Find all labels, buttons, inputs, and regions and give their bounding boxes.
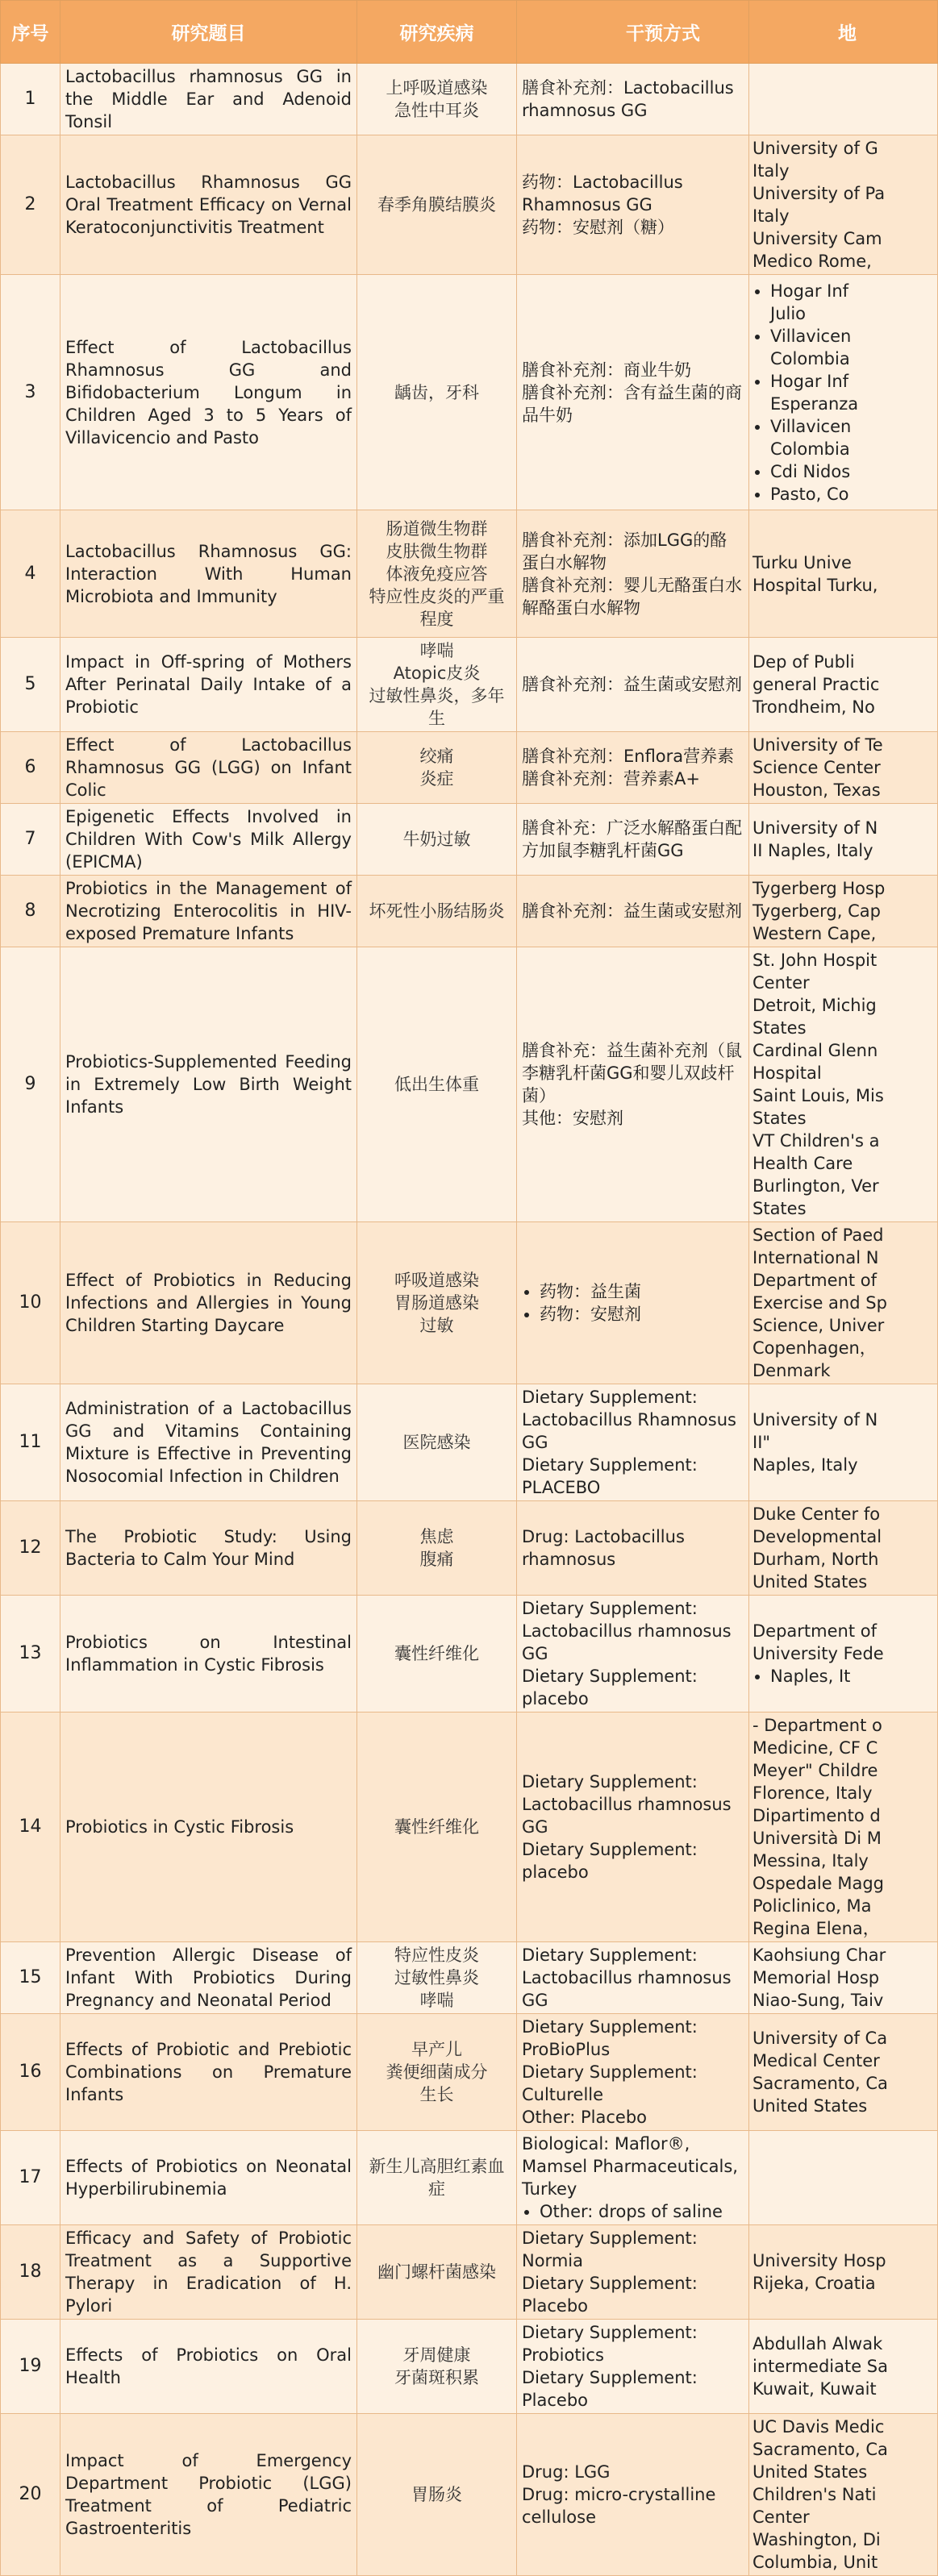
- intervention-line: Dietary Supplement: placebo: [522, 1667, 698, 1708]
- study-intervention: [517, 1501, 749, 1596]
- location-line: Italy: [752, 206, 790, 226]
- row-number: 10: [1, 1222, 60, 1384]
- location-line: II Naples, Italy: [752, 841, 873, 860]
- row-number: 4: [1, 510, 60, 638]
- study-disease: [357, 2414, 517, 2576]
- study-disease: [357, 1712, 517, 1942]
- location-line: Duke Center fo: [752, 1504, 881, 1524]
- disease-line: 皮肤微生物群: [386, 541, 488, 561]
- disease-line: 呼吸道感染: [394, 1271, 479, 1290]
- location-line: Colombia: [770, 348, 850, 368]
- study-disease: [357, 876, 517, 947]
- disease-line: 牙菌斑积累: [394, 2368, 479, 2387]
- table-row: [1, 2131, 938, 2225]
- row-number: 17: [1, 2131, 60, 2225]
- study-location: [749, 947, 938, 1222]
- table-row: [1, 64, 938, 135]
- location-line: Meyer" Childre: [752, 1761, 878, 1780]
- location-line: Università Di M: [752, 1829, 882, 1848]
- study-location: [749, 2320, 938, 2414]
- location-line: United States: [752, 2096, 868, 2116]
- study-disease: [357, 1222, 517, 1384]
- study-disease: [357, 135, 517, 275]
- study-title: Probiotics-Supplemented Feeding in Extremely Low Birth Weight Infants: [60, 947, 357, 1222]
- intervention-line: Dietary Supplement: Placebo: [522, 2274, 698, 2316]
- location-line: University of Pa: [752, 184, 886, 203]
- disease-line: Atopic皮炎: [393, 664, 481, 683]
- intervention-line: Other: Placebo: [522, 2108, 648, 2127]
- location-line: States: [752, 1199, 807, 1218]
- study-title: Probiotics in the Management of Necrotizing Enterocolitis in HIV-exposed Premature Infants: [60, 876, 357, 947]
- location-line: States: [752, 1018, 807, 1038]
- study-location: [749, 732, 938, 804]
- study-intervention: [517, 2320, 749, 2414]
- study-intervention: [517, 510, 749, 638]
- study-title: Impact in Off-spring of Mothers After Perinatal Daily Intake of a Probiotic: [60, 638, 357, 732]
- disease-line: 生长: [419, 2085, 454, 2104]
- location-line: II": [752, 1433, 771, 1452]
- study-intervention: [517, 2414, 749, 2576]
- location-line: Denmark: [752, 1361, 831, 1380]
- disease-line: 过敏: [419, 1316, 454, 1335]
- location-line: Kaohsiung Char: [752, 1946, 886, 1965]
- location-line: Naples, Italy: [752, 1455, 858, 1475]
- location-line: • Naples, It: [770, 1667, 851, 1686]
- study-location: [749, 2131, 938, 2225]
- disease-line: 囊性纤维化: [394, 1817, 479, 1837]
- location-line: • Hogar Inf: [770, 371, 849, 391]
- location-line: Hospital: [752, 1063, 822, 1083]
- intervention-line: 膳食补充剂：营养素A+: [522, 769, 700, 789]
- row-number: 8: [1, 876, 60, 947]
- intervention-line: Dietary Supplement: Placebo: [522, 2368, 698, 2410]
- study-title: Effects of Probiotic and Prebiotic Combinations on Premature Infants: [60, 2014, 357, 2131]
- location-line: VT Children's a: [752, 1131, 880, 1151]
- disease-line: 早产儿: [411, 2040, 462, 2059]
- intervention-bullet: • Other: drops of saline: [540, 2200, 744, 2223]
- location-bullet: [770, 483, 932, 506]
- intervention-line: 膳食补充剂：婴儿无酪蛋白水解酪蛋白水解物: [522, 575, 742, 618]
- location-line: Colombia: [770, 439, 850, 459]
- location-line: Department of: [752, 1271, 877, 1290]
- location-line: Italy: [752, 161, 790, 181]
- location-line: Science, Univer: [752, 1316, 885, 1335]
- location-line: Ospedale Magg: [752, 1874, 884, 1893]
- intervention-line: Dietary Supplement: ProBioPlus: [522, 2017, 698, 2059]
- disease-line: 特应性皮炎: [394, 1946, 479, 1965]
- location-line: Trondheim, No: [752, 697, 875, 717]
- disease-line: 牛奶过敏: [402, 830, 471, 849]
- disease-line: 哮喘: [419, 1991, 454, 2010]
- row-number: 19: [1, 2320, 60, 2414]
- location-line: - Department o: [752, 1716, 882, 1735]
- study-disease: [357, 510, 517, 638]
- table-row: [1, 510, 938, 638]
- location-line: Julio: [770, 303, 807, 323]
- location-line: International N: [752, 1248, 879, 1267]
- location-line: • Pasto, Co: [770, 484, 849, 504]
- location-line: • Hogar Inf: [770, 281, 849, 301]
- study-location: [749, 638, 938, 732]
- intervention-line: Dietary Supplement: Lactobacillus rhamnosus GG: [522, 1772, 732, 1837]
- intervention-line: 膳食补充剂：益生菌或安慰剂: [522, 675, 742, 694]
- study-intervention: [517, 638, 749, 732]
- study-location: [749, 135, 938, 275]
- row-number: 18: [1, 2225, 60, 2320]
- study-intervention: [517, 947, 749, 1222]
- location-bullet: [770, 1665, 932, 1688]
- location-line: Kuwait, Kuwait: [752, 2379, 877, 2399]
- table-row: [1, 1501, 938, 1596]
- study-intervention: [517, 275, 749, 510]
- location-line: Cardinal Glenn: [752, 1041, 878, 1060]
- disease-line: 体液免疫应答: [386, 564, 488, 584]
- intervention-line: 膳食补充剂：Lactobacillus rhamnosus GG: [522, 78, 734, 120]
- study-title: Lactobacillus rhamnosus GG in the Middle Ear and Adenoid Tonsil: [60, 64, 357, 135]
- row-number: 20: [1, 2414, 60, 2576]
- location-line: University of Te: [752, 735, 883, 755]
- study-intervention: [517, 732, 749, 804]
- row-number: 15: [1, 1942, 60, 2014]
- study-location: [749, 2225, 938, 2320]
- header-number: 序号: [1, 1, 60, 64]
- location-line: Rijeka, Croatia: [752, 2274, 876, 2293]
- location-line: Sacramento, Ca: [752, 2440, 888, 2459]
- study-title: Epigenetic Effects Involved in Children With Cow's Milk Allergy (EPICMA): [60, 804, 357, 876]
- intervention-bullet: • 药物：益生菌: [540, 1280, 744, 1303]
- table-row: [1, 947, 938, 1222]
- study-title: Efficacy and Safety of Probiotic Treatment as a Supportive Therapy in Eradication of H. Pylori: [60, 2225, 357, 2320]
- location-line: States: [752, 1109, 807, 1128]
- intervention-line: 膳食补充剂：商业牛奶: [522, 360, 691, 380]
- disease-line: 新生儿高胆红素血症: [369, 2157, 505, 2199]
- disease-line: 胃肠道感染: [394, 1293, 479, 1313]
- location-line: UC Davis Medic: [752, 2417, 885, 2437]
- row-number: 3: [1, 275, 60, 510]
- row-number: 11: [1, 1384, 60, 1501]
- location-line: Science Center: [752, 758, 881, 777]
- location-line: University Hosp: [752, 2251, 886, 2270]
- table-row: [1, 1712, 938, 1942]
- location-line: Houston, Texas: [752, 780, 881, 800]
- study-title: Impact of Emergency Department Probiotic (LGG) Treatment of Pediatric Gastroenteritis: [60, 2414, 357, 2576]
- disease-line: 炎症: [419, 769, 454, 789]
- study-disease: [357, 1596, 517, 1712]
- study-location: [749, 1384, 938, 1501]
- location-line: Center: [752, 973, 810, 993]
- study-title: Effect of Lactobacillus Rhamnosus GG (LGG) on Infant Colic: [60, 732, 357, 804]
- disease-line: 低出生体重: [394, 1075, 479, 1094]
- location-line: Policlinico, Ma: [752, 1896, 872, 1916]
- intervention-line: 其他：安慰剂: [522, 1109, 623, 1128]
- study-intervention: [517, 64, 749, 135]
- location-line: Health Care: [752, 1154, 853, 1173]
- location-line: St. John Hospit: [752, 951, 878, 970]
- study-title: Lactobacillus Rhamnosus GG: Interaction With Human Microbiota and Immunity: [60, 510, 357, 638]
- intervention-line: Drug: LGG: [522, 2462, 611, 2482]
- study-intervention: [517, 2225, 749, 2320]
- location-line: Western Cape,: [752, 924, 877, 943]
- intervention-line: Dietary Supplement: Lactobacillus rhamnosus GG: [522, 1599, 732, 1663]
- location-line: • Villavicen: [770, 326, 852, 346]
- study-title: Administration of a Lactobacillus GG and Vitamins Containing Mixture is Effective in Preventing Nosocomial Infection in Children: [60, 1384, 357, 1501]
- location-line: Durham, North: [752, 1550, 879, 1569]
- study-title: Effect of Probiotics in Reducing Infections and Allergies in Young Children Starting Daycare: [60, 1222, 357, 1384]
- row-number: 5: [1, 638, 60, 732]
- row-number: 13: [1, 1596, 60, 1712]
- table-row: [1, 2014, 938, 2131]
- intervention-line: 膳食补充剂：含有益生菌的商品牛奶: [522, 382, 742, 425]
- location-line: Niao-Sung, Taiv: [752, 1991, 884, 2010]
- disease-line: 急性中耳炎: [394, 101, 479, 120]
- study-disease: [357, 1501, 517, 1596]
- table-row: [1, 1596, 938, 1712]
- location-line: • Cdi Nidos: [770, 461, 851, 481]
- intervention-line: Dietary Supplement: Lactobacillus Rhamnosus GG: [522, 1388, 736, 1452]
- location-line: Columbia, Unit: [752, 2553, 878, 2572]
- intervention-line: Dietary Supplement: Normia: [522, 2229, 698, 2270]
- study-location: [749, 2414, 938, 2576]
- row-number: 1: [1, 64, 60, 135]
- table-row: [1, 1384, 938, 1501]
- study-title: Effects of Probiotics on Neonatal Hyperbilirubinemia: [60, 2131, 357, 2225]
- location-bullet: [770, 370, 932, 415]
- location-line: Tygerberg Hosp: [752, 879, 886, 898]
- location-line: Hospital Turku,: [752, 575, 878, 595]
- location-line: Burlington, Ver: [752, 1176, 879, 1196]
- intervention-line: Dietary Supplement: Culturelle: [522, 2062, 698, 2104]
- table-header-row: [1, 1, 938, 64]
- header-location: 地: [749, 1, 938, 64]
- location-line: Florence, Italy: [752, 1783, 873, 1803]
- study-location: [749, 510, 938, 638]
- study-intervention: [517, 876, 749, 947]
- location-line: Exercise and Sp: [752, 1293, 887, 1313]
- row-number: 12: [1, 1501, 60, 1596]
- location-bullet: [770, 280, 932, 325]
- study-location: [749, 275, 938, 510]
- table-row: [1, 732, 938, 804]
- intervention-line: Dietary Supplement: Probiotics: [522, 2323, 698, 2365]
- location-line: • Villavicen: [770, 416, 852, 436]
- intervention-line: Dietary Supplement: placebo: [522, 1840, 698, 1882]
- study-location: [749, 2014, 938, 2131]
- study-intervention: [517, 1942, 749, 2014]
- study-disease: [357, 1384, 517, 1501]
- table-row: [1, 1222, 938, 1384]
- disease-line: 粪便细菌成分: [386, 2062, 488, 2082]
- intervention-line: Dietary Supplement: PLACEBO: [522, 1455, 698, 1497]
- study-title: Prevention Allergic Disease of Infant With Probiotics During Pregnancy and Neonatal Period: [60, 1942, 357, 2014]
- location-line: Dipartimento d: [752, 1806, 881, 1825]
- disease-line: 焦虑: [419, 1527, 454, 1546]
- study-location: [749, 1942, 938, 2014]
- location-line: Abdullah Alwak: [752, 2334, 883, 2353]
- location-line: intermediate Sa: [752, 2357, 888, 2376]
- row-number: 16: [1, 2014, 60, 2131]
- table-row: [1, 876, 938, 947]
- disease-line: 哮喘: [419, 641, 454, 660]
- disease-line: 绞痛: [419, 747, 454, 766]
- row-number: 7: [1, 804, 60, 876]
- location-line: Department of: [752, 1621, 877, 1641]
- disease-line: 过敏性鼻炎，多年生: [369, 686, 505, 728]
- intervention-line: 膳食补充：益生菌补充剂（鼠李糖乳杆菌GG和婴儿双歧杆菌）: [522, 1041, 742, 1105]
- disease-line: 牙周健康: [402, 2345, 471, 2365]
- study-location: [749, 804, 938, 876]
- study-disease: [357, 2225, 517, 2320]
- header-disease: 研究疾病: [357, 1, 517, 64]
- row-number: 14: [1, 1712, 60, 1942]
- study-location: [749, 1222, 938, 1384]
- study-title: Effects of Probiotics on Oral Health: [60, 2320, 357, 2414]
- table-row: [1, 2320, 938, 2414]
- study-disease: [357, 64, 517, 135]
- disease-line: 腹痛: [419, 1550, 454, 1569]
- disease-line: 上呼吸道感染: [386, 78, 488, 98]
- location-line: Section of Paed: [752, 1226, 884, 1245]
- intervention-line: 膳食补充剂：益生菌或安慰剂: [522, 901, 742, 921]
- location-line: University of Ca: [752, 2029, 888, 2048]
- intervention-line: Drug: micro-crystalline cellulose: [522, 2485, 716, 2527]
- table-row: [1, 804, 938, 876]
- location-bullets: [752, 280, 932, 506]
- location-line: Medicine, CF C: [752, 1738, 878, 1758]
- study-location: [749, 1501, 938, 1596]
- study-disease: [357, 947, 517, 1222]
- location-line: University of N: [752, 1410, 878, 1429]
- study-title: Lactobacillus Rhamnosus GG Oral Treatment Efficacy on Vernal Keratoconjunctivitis Treatment: [60, 135, 357, 275]
- study-disease: [357, 275, 517, 510]
- location-line: Copenhagen，: [752, 1338, 877, 1358]
- intervention-bullet: • 药物：安慰剂: [540, 1303, 744, 1325]
- disease-line: 囊性纤维化: [394, 1644, 479, 1663]
- table-body: [1, 64, 938, 2576]
- study-intervention: [517, 2131, 749, 2225]
- intervention-line: 膳食补充剂：Enflora营养素: [522, 747, 735, 766]
- location-line: Turku Unive: [752, 552, 852, 572]
- location-line: Washington, Di: [752, 2530, 881, 2549]
- intervention-line: Biological: Maflor®, Mamsel Pharmaceuticals, Turkey: [522, 2134, 738, 2199]
- study-intervention: [517, 1596, 749, 1712]
- location-line: Esperanza: [770, 393, 859, 414]
- location-line: Messina, Italy: [752, 1851, 869, 1871]
- table-row: [1, 275, 938, 510]
- location-line: Medical Center: [752, 2051, 880, 2070]
- study-location: [749, 1596, 938, 1712]
- study-disease: [357, 732, 517, 804]
- study-intervention: [517, 1712, 749, 1942]
- location-line: Center: [752, 2507, 810, 2527]
- table-row: [1, 135, 938, 275]
- location-line: University of N: [752, 818, 878, 838]
- table-row: [1, 638, 938, 732]
- row-number: 9: [1, 947, 60, 1222]
- disease-line: 过敏性鼻炎: [394, 1968, 479, 1987]
- disease-line: 龋齿，牙科: [394, 382, 479, 402]
- location-line: Sacramento, Ca: [752, 2074, 888, 2093]
- study-disease: [357, 638, 517, 732]
- disease-line: 春季角膜结膜炎: [377, 195, 496, 214]
- disease-line: 肠道微生物群: [386, 518, 488, 539]
- location-line: Memorial Hosp: [752, 1968, 880, 1987]
- row-number: 6: [1, 732, 60, 804]
- location-line: United States: [752, 1572, 868, 1592]
- location-line: Regina Elena，: [752, 1919, 880, 1938]
- study-intervention: [517, 2014, 749, 2131]
- study-intervention: [517, 804, 749, 876]
- location-line: University Cam: [752, 229, 882, 248]
- study-location: [749, 876, 938, 947]
- table-row: [1, 2414, 938, 2576]
- intervention-line: Dietary Supplement: Lactobacillus rhamnosus GG: [522, 1946, 732, 2010]
- disease-line: 特应性皮炎的严重程度: [369, 586, 505, 629]
- disease-line: 胃肠炎: [411, 2485, 462, 2504]
- intervention-line: 药物：安慰剂（糖）: [522, 218, 674, 237]
- intervention-line: 膳食补充剂：添加LGG的酪蛋白水解物: [522, 530, 727, 572]
- study-title: The Probiotic Study: Using Bacteria to Calm Your Mind: [60, 1501, 357, 1596]
- location-line: Tygerberg, Cap: [752, 901, 881, 921]
- location-line: Dep of Publi: [752, 652, 855, 672]
- intervention-bullets: [522, 2200, 744, 2223]
- intervention-bullets: [522, 1280, 744, 1325]
- location-line: Developmental: [752, 1527, 882, 1546]
- intervention-line: Drug: Lactobacillus rhamnosus: [522, 1527, 685, 1569]
- study-disease: [357, 2320, 517, 2414]
- row-number: 2: [1, 135, 60, 275]
- header-title: 研究题目: [60, 1, 357, 64]
- study-title: Effect of Lactobacillus Rhamnosus GG and Bifidobacterium Longum in Children Aged 3 to 5 Years of Villavicencio and Pasto: [60, 275, 357, 510]
- study-disease: [357, 2014, 517, 2131]
- study-intervention: [517, 1384, 749, 1501]
- location-line: Children's Nati: [752, 2485, 877, 2504]
- header-intervention: 干预方式: [517, 1, 749, 64]
- location-line: University Fede: [752, 1644, 884, 1663]
- study-location: [749, 64, 938, 135]
- disease-line: 医院感染: [402, 1433, 471, 1452]
- location-line: general Practic: [752, 675, 880, 694]
- location-line: Medico Rome,: [752, 252, 872, 271]
- location-bullet: [770, 325, 932, 370]
- study-intervention: [517, 1222, 749, 1384]
- table-row: [1, 2225, 938, 2320]
- location-bullet: [770, 415, 932, 460]
- location-line: Detroit, Michig: [752, 996, 877, 1015]
- study-disease: [357, 804, 517, 876]
- study-location: [749, 1712, 938, 1942]
- study-title: Probiotics on Intestinal Inflammation in Cystic Fibrosis: [60, 1596, 357, 1712]
- study-title: Probiotics in Cystic Fibrosis: [60, 1712, 357, 1942]
- study-disease: [357, 2131, 517, 2225]
- study-intervention: [517, 135, 749, 275]
- location-line: University of G: [752, 139, 878, 158]
- intervention-line: 膳食补充：广泛水解酪蛋白配方加鼠李糖乳杆菌GG: [522, 818, 742, 860]
- disease-line: 幽门螺杆菌感染: [377, 2262, 496, 2282]
- location-bullet: [770, 460, 932, 483]
- disease-line: 坏死性小肠结肠炎: [369, 901, 505, 921]
- table-row: [1, 1942, 938, 2014]
- study-disease: [357, 1942, 517, 2014]
- location-line: Saint Louis, Mis: [752, 1086, 884, 1105]
- intervention-line: 药物：Lactobacillus Rhamnosus GG: [522, 173, 683, 214]
- location-bullets: [752, 1665, 932, 1688]
- location-line: United States: [752, 2462, 868, 2482]
